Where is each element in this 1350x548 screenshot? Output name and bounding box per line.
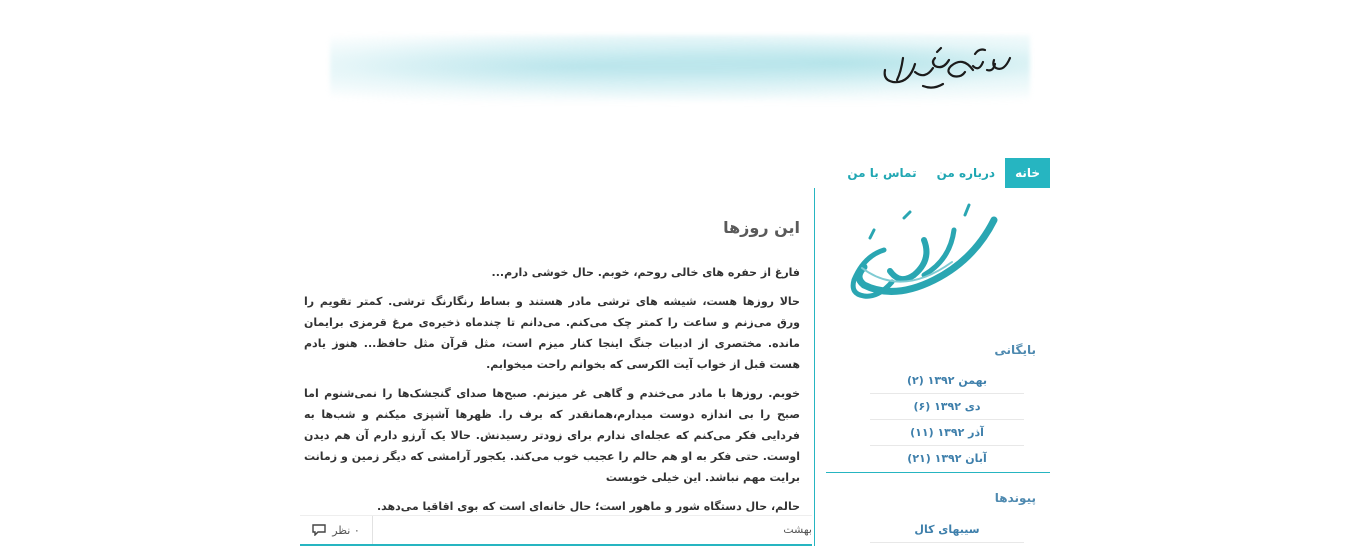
comment-bubble-icon: [312, 524, 326, 536]
nav-home[interactable]: خانه: [1005, 158, 1050, 188]
post-title[interactable]: این روزها: [723, 218, 800, 237]
post-paragraph: فارغ از حفره های خالی روحم، خوبم. حال خوشی دارم...: [491, 266, 800, 279]
header-banner: [320, 0, 1040, 150]
post-paragraph: حالا روزها هست، شیشه های ترشی مادر هستند و بساط رنگارنگ ترشی. کمتر تقویم را ورق می‌زنم و ساعت را کمتر چک می‌کنم. می‌دانم تا چندماه ذخیره‌ی مرغ قرمزی برایمان مانده. مختصری از ادبیات جنگ اینجا کنار میزم است، مثل قرآن مثل حافظ... هنوز یادم هست قبل از خواب آیت الکرسی که بخوانم راحت میخوابم.: [304, 295, 800, 371]
nav-contact[interactable]: تماس با من: [847, 166, 917, 180]
sidebar: [826, 188, 1050, 548]
comments-count: ۰ نظر: [332, 523, 360, 537]
archive-item[interactable]: آبان ۱۳۹۲ (۲۱): [907, 452, 987, 465]
archive-item[interactable]: بهمن ۱۳۹۲ (۲): [870, 368, 1024, 394]
archive-item[interactable]: دی ۱۳۹۲ (۶): [870, 394, 1024, 420]
links-title: پیوندها: [994, 491, 1036, 505]
archive-list: [870, 368, 1024, 471]
post-paragraph: حالم، حال دستگاه شور و ماهور است؛ حال خانه‌ای است که بوی اقاقیا می‌دهد.: [376, 500, 800, 513]
post-author-link[interactable]: بهشت: [783, 523, 812, 536]
post-paragraph: خوبم. روزها با مادر می‌خندم و گاهی غر میزنم. صبح‌ها صدای گنجشک‌ها را نمی‌شنوم اما صبح را بی اندازه دوست میدارم،همانقدر که برف را. ظهرها آشپزی میکنم و شب‌ها به فردایی فکر می‌کنم که عجله‌ای ندارم برای زودتر رسیدنش. حالا یک آرزو دارم آن هم دیدن اوست. حتی فکر به او هم حالم را عجیب خوب می‌کند. یکجور آرامشی که دیگر زمین و زمانت برایت مهم نباشد. این خیلی خوبست: [304, 387, 800, 484]
basmala-calligraphy-logo: [875, 40, 1025, 100]
links-item[interactable]: سیبهای کال: [870, 518, 1024, 543]
post-footer: [300, 515, 812, 546]
archive-title: بایگانی: [994, 343, 1036, 357]
archive-item[interactable]: آذر ۱۳۹۲ (۱۱): [870, 420, 1024, 446]
post-body: [304, 262, 800, 525]
nav-about[interactable]: درباره من: [936, 166, 996, 180]
main-nav: [837, 158, 1050, 188]
blog-post: [300, 188, 812, 546]
content-divider: [814, 188, 815, 546]
blog-logo[interactable]: [844, 200, 1004, 315]
comments-link[interactable]: [300, 516, 373, 544]
behesht-calligraphy-logo: [844, 200, 1004, 315]
sidebar-divider: [826, 472, 1050, 473]
